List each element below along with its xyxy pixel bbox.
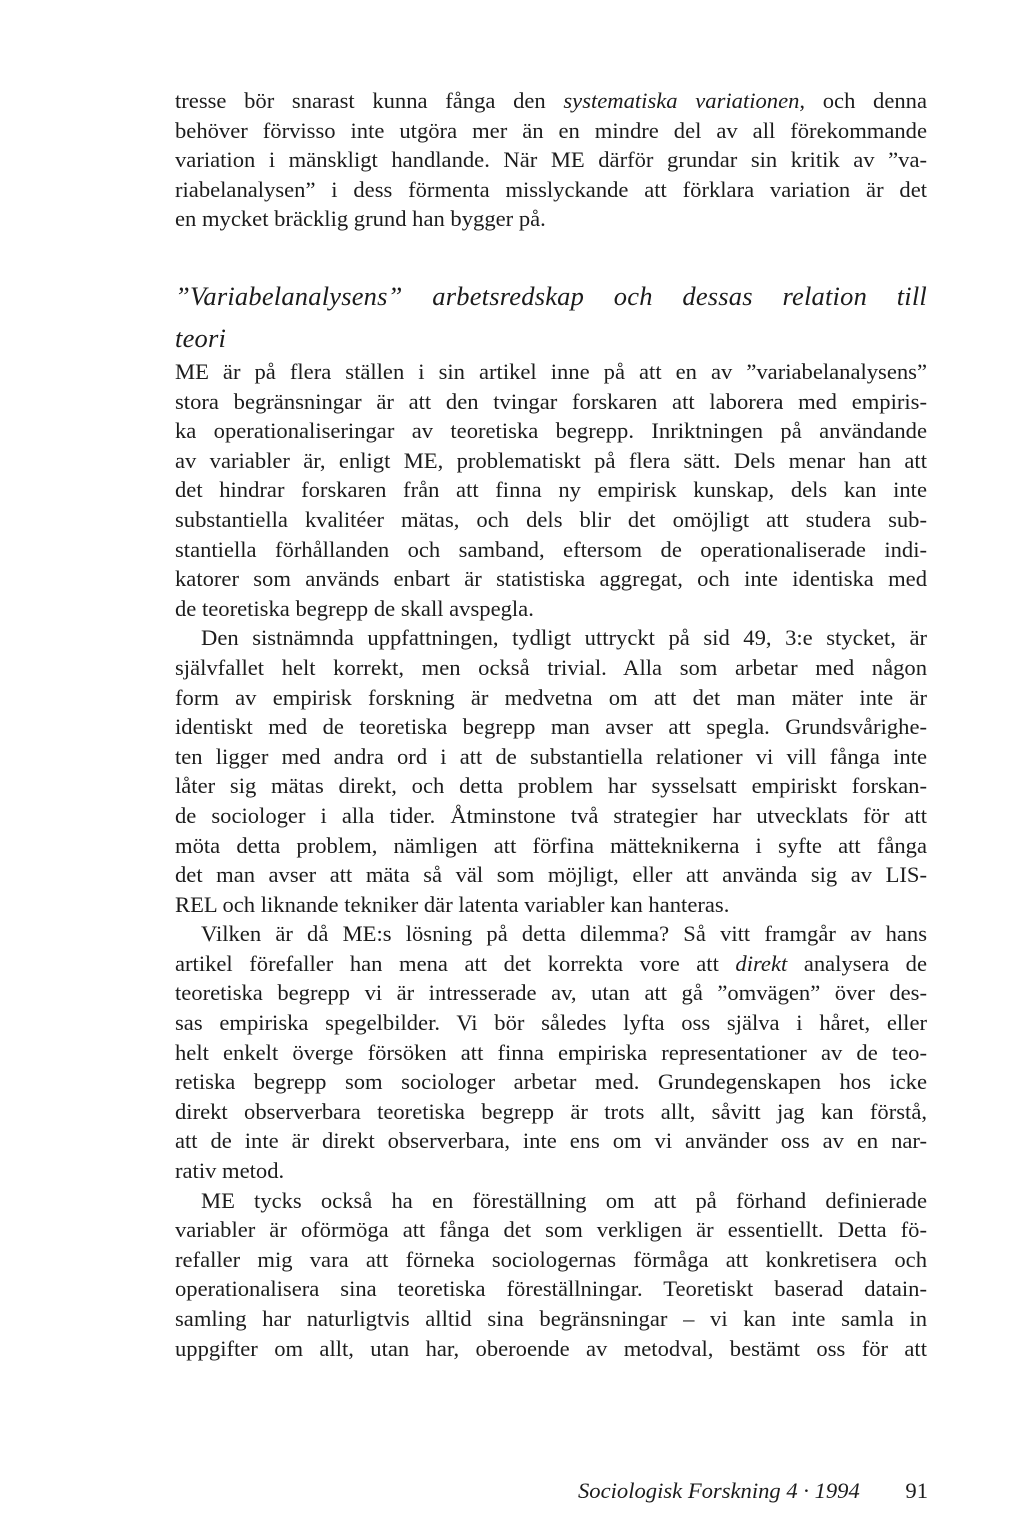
- text-line: [175, 1215, 927, 1245]
- text-line: [175, 1008, 927, 1038]
- text-segment: REL och liknande tekniker där latenta variabler kan hanteras.: [175, 891, 730, 917]
- text-line: [175, 446, 927, 476]
- text-segment: artikel förefaller han mena att det korrekta vore att: [175, 950, 736, 976]
- text-line: [175, 1245, 927, 1275]
- text-line: [175, 475, 927, 505]
- text-segment: variabler är oförmöga att fånga det som verkligen är essentiellt. Detta fö-: [175, 1217, 927, 1243]
- text-segment: de teoretiska begrepp de skall avspegla.: [175, 595, 534, 621]
- text-line: [175, 890, 927, 920]
- text-line: [175, 535, 927, 565]
- text-segment: de sociologer i alla tider. Åtminstone två strategier har utvecklats för att: [175, 802, 927, 828]
- text-segment: helt enkelt överge försöken att finna empiriska representationer av de teo-: [175, 1039, 927, 1065]
- text-segment: självfallet helt korrekt, men också trivial. Alla som arbetar med någon: [175, 654, 927, 680]
- text-line: [175, 742, 927, 772]
- text-segment: teoretiska begrepp vi är intresserade av, utan att gå ”omvägen” över des-: [175, 980, 927, 1006]
- page-footer: [578, 1476, 930, 1505]
- text-segment: substantiella kvalitéer mätas, och dels blir det omöjligt att studera sub-: [175, 506, 927, 532]
- text-segment: analysera de: [787, 950, 927, 976]
- paragraph: [175, 357, 927, 623]
- text-line: [175, 860, 927, 890]
- text-line: [175, 1156, 927, 1186]
- text-line: [175, 387, 927, 417]
- text-segment: operationalisera sina teoretiska föreställningar. Teoretiskt baserad datain-: [175, 1276, 927, 1302]
- text-line: [175, 653, 927, 683]
- text-line: [175, 204, 927, 234]
- text-segment: variation i mänskligt handlande. När ME därför grundar sin kritik av ”va-: [175, 147, 927, 173]
- text-segment: rativ metod.: [175, 1158, 285, 1184]
- text-segment: möta detta problem, nämligen att förfina mätteknikerna i syfte att fånga: [175, 832, 927, 858]
- text-line: [175, 594, 927, 624]
- text-segment: uppgifter om allt, utan har, oberoende av metodval, bestämt oss för att: [175, 1335, 927, 1361]
- text-segment: stantiella förhållanden och samband, eftersom de operationaliserade indi-: [175, 536, 927, 562]
- text-line: [175, 1067, 927, 1097]
- text-segment: en mycket bräcklig grund han bygger på.: [175, 206, 546, 232]
- text-line: [175, 623, 927, 653]
- text-segment: av variabler är, enligt ME, problematiskt på flera sätt. Dels menar han att: [175, 447, 927, 473]
- text-segment: ka operationaliseringar av teoretiska begrepp. Inriktningen på användande: [175, 418, 927, 444]
- text-line: [175, 1097, 927, 1127]
- text-line: [175, 683, 927, 713]
- text-segment: och denna: [805, 88, 927, 113]
- text-segment: ME tycks också ha en föreställning om att på förhand definierade: [201, 1187, 927, 1213]
- emphasized-text: systematiska variationen,: [563, 88, 806, 113]
- text-line: [175, 1126, 927, 1156]
- text-segment: ME är på flera ställen i sin artikel inne på att en av ”variabelanalysens”: [175, 359, 927, 384]
- text-line: [175, 1186, 927, 1216]
- text-line: [175, 801, 927, 831]
- text-segment: behöver förvisso inte utgöra mer än en mindre del av all förekommande: [175, 117, 927, 143]
- text-line: [175, 771, 927, 801]
- text-line: [175, 145, 927, 175]
- text-segment: refaller mig vara att förneka sociologernas förmåga att konkretisera och: [175, 1246, 927, 1272]
- heading-line: ”Variabelanalysens” arbetsredskap och dessas relation till: [175, 281, 927, 311]
- text-segment: Den sistnämnda uppfattningen, tydligt uttryckt på sid 49, 3:e stycket, är: [201, 625, 927, 651]
- text-line: [175, 1304, 927, 1334]
- text-line: [175, 357, 927, 387]
- text-segment: riabelanalysen” i dess förmenta misslyckande att förklara variation är det: [175, 176, 927, 202]
- text-segment: samling har naturligtvis alltid sina begränsningar – vi kan inte samla in: [175, 1306, 927, 1331]
- text-line: [175, 564, 927, 594]
- text-segment: det man avser att mäta så väl som möjligt, eller att använda sig av LIS-: [175, 862, 927, 888]
- body-text: [175, 357, 927, 1363]
- text-line: [175, 116, 927, 146]
- paragraph: [175, 623, 927, 919]
- text-segment: tresse bör snarast kunna fånga den: [175, 88, 564, 113]
- text-segment: att de inte är direkt observerbara, inte ens om vi använder oss av en nar-: [175, 1128, 927, 1154]
- text-line: [175, 86, 927, 116]
- text-segment: det hindrar forskaren från att finna ny empirisk kunskap, dels kan inte: [175, 477, 927, 503]
- paragraph: [175, 919, 927, 1185]
- text-line: [175, 1334, 927, 1364]
- text-line: [175, 1274, 927, 1304]
- text-line: [175, 416, 927, 446]
- text-segment: katorer som används enbart är statistiska aggregat, och inte identiska med: [175, 566, 927, 592]
- intro-paragraph: [175, 86, 927, 234]
- text-segment: stora begränsningar är att den tvingar forskaren att laborera med empiris-: [175, 388, 927, 414]
- text-line: [175, 949, 927, 979]
- page-number: 91: [905, 1478, 928, 1503]
- emphasized-text: direkt: [735, 950, 788, 976]
- text-line: [175, 1038, 927, 1068]
- section-heading: [175, 275, 927, 359]
- text-segment: sas empiriska spegelbilder. Vi bör således lyfta oss själva i håret, eller: [175, 1010, 927, 1036]
- text-segment: retiska begrepp som sociologer arbetar med. Grundegenskapen hos icke: [175, 1069, 927, 1095]
- text-line: [175, 712, 927, 742]
- text-line: [175, 175, 927, 205]
- journal-name: Sociologisk Forskning 4 · 1994: [578, 1478, 860, 1503]
- text-line: [175, 505, 927, 535]
- text-line: [175, 978, 927, 1008]
- paragraph: [175, 1186, 927, 1364]
- heading-line: teori: [175, 323, 227, 353]
- text-segment: ten ligger med andra ord i att de substantiella relationer vi vill fånga inte: [175, 743, 927, 769]
- text-segment: Vilken är då ME:s lösning på detta dilemma? Så vitt framgår av hans: [201, 921, 927, 947]
- text-segment: identiskt med de teoretiska begrepp man avser att spegla. Grundsvårighe-: [175, 714, 927, 740]
- text-line: [175, 831, 927, 861]
- text-segment: form av empirisk forskning är medvetna om att det man mäter inte är: [175, 684, 927, 710]
- text-segment: direkt observerbara teoretiska begrepp är trots allt, såvitt jag kan förstå,: [175, 1098, 927, 1124]
- text-line: [175, 919, 927, 949]
- text-segment: låter sig mätas direkt, och detta problem har sysselsatt empiriskt forskan-: [175, 773, 927, 799]
